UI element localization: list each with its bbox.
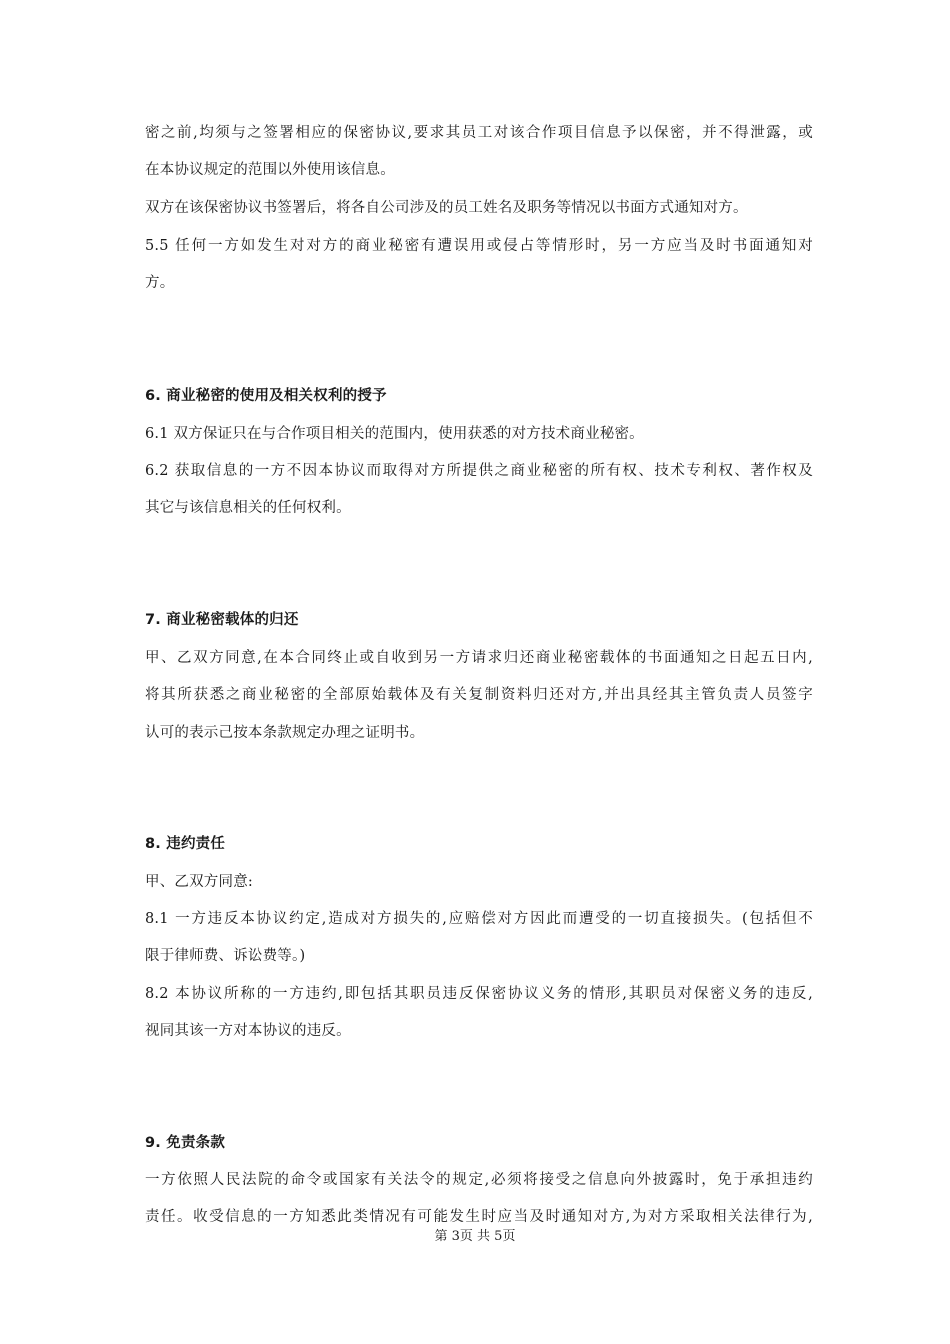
- page-footer: 第 3页 共 5页: [434, 1229, 516, 1244]
- section-heading: 9. 免责条款: [145, 1135, 226, 1151]
- body-line: 6.2 获取信息的一方不因本协议而取得对方所提供之商业秘密的所有权、技术专利权、著作权及: [145, 463, 813, 479]
- body-line: 限于律师费、诉讼费等。): [145, 948, 306, 964]
- body-line: 8.2 本协议所称的一方违约,即包括其职员违反保密协议义务的情形,其职员对保密义务的违反,: [145, 986, 813, 1002]
- body-line: 责任。收受信息的一方知悉此类情况有可能发生时应当及时通知对方,为对方采取相关法律行为,: [145, 1209, 813, 1225]
- body-line: 一方依照人民法院的命令或国家有关法令的规定,必须将接受之信息向外披露时，免于承担违约: [145, 1172, 813, 1188]
- section-heading: 6. 商业秘密的使用及相关权利的授予: [145, 388, 387, 404]
- section-heading: 7. 商业秘密载体的归还: [145, 612, 299, 628]
- section-heading: 8. 违约责任: [145, 836, 226, 852]
- body-line: 甲、乙双方同意,在本合同终止或自收到另一方请求归还商业秘密载体的书面通知之日起五日内,: [145, 650, 813, 666]
- body-line: 双方在该保密协议书签署后，将各自公司涉及的员工姓名及职务等情况以书面方式通知对方。: [145, 200, 748, 216]
- body-line: 甲、乙双方同意:: [145, 874, 253, 890]
- body-line: 视同其该一方对本协议的违反。: [145, 1023, 351, 1039]
- body-line: 将其所获悉之商业秘密的全部原始载体及有关复制资料归还对方,并出具经其主管负责人员签字: [145, 687, 813, 703]
- body-line: 其它与该信息相关的任何权利。: [145, 500, 351, 516]
- body-line: 密之前,均须与之签署相应的保密协议,要求其员工对该合作项目信息予以保密，并不得泄露，或: [145, 125, 813, 141]
- body-line: 认可的表示己按本条款规定办理之证明书。: [145, 725, 425, 741]
- body-line: 8.1 一方违反本协议约定,造成对方损失的,应赔偿对方因此而遭受的一切直接损失。(包括但不: [145, 911, 813, 927]
- body-line: 方。: [145, 275, 175, 291]
- body-line: 在本协议规定的范围以外使用该信息。: [145, 162, 395, 178]
- body-line: 5.5 任何一方如发生对对方的商业秘密有遭误用或侵占等情形时，另一方应当及时书面通知对: [145, 238, 813, 254]
- body-line: 6.1 双方保证只在与合作项目相关的范围内，使用获悉的对方技术商业秘密。: [145, 426, 644, 442]
